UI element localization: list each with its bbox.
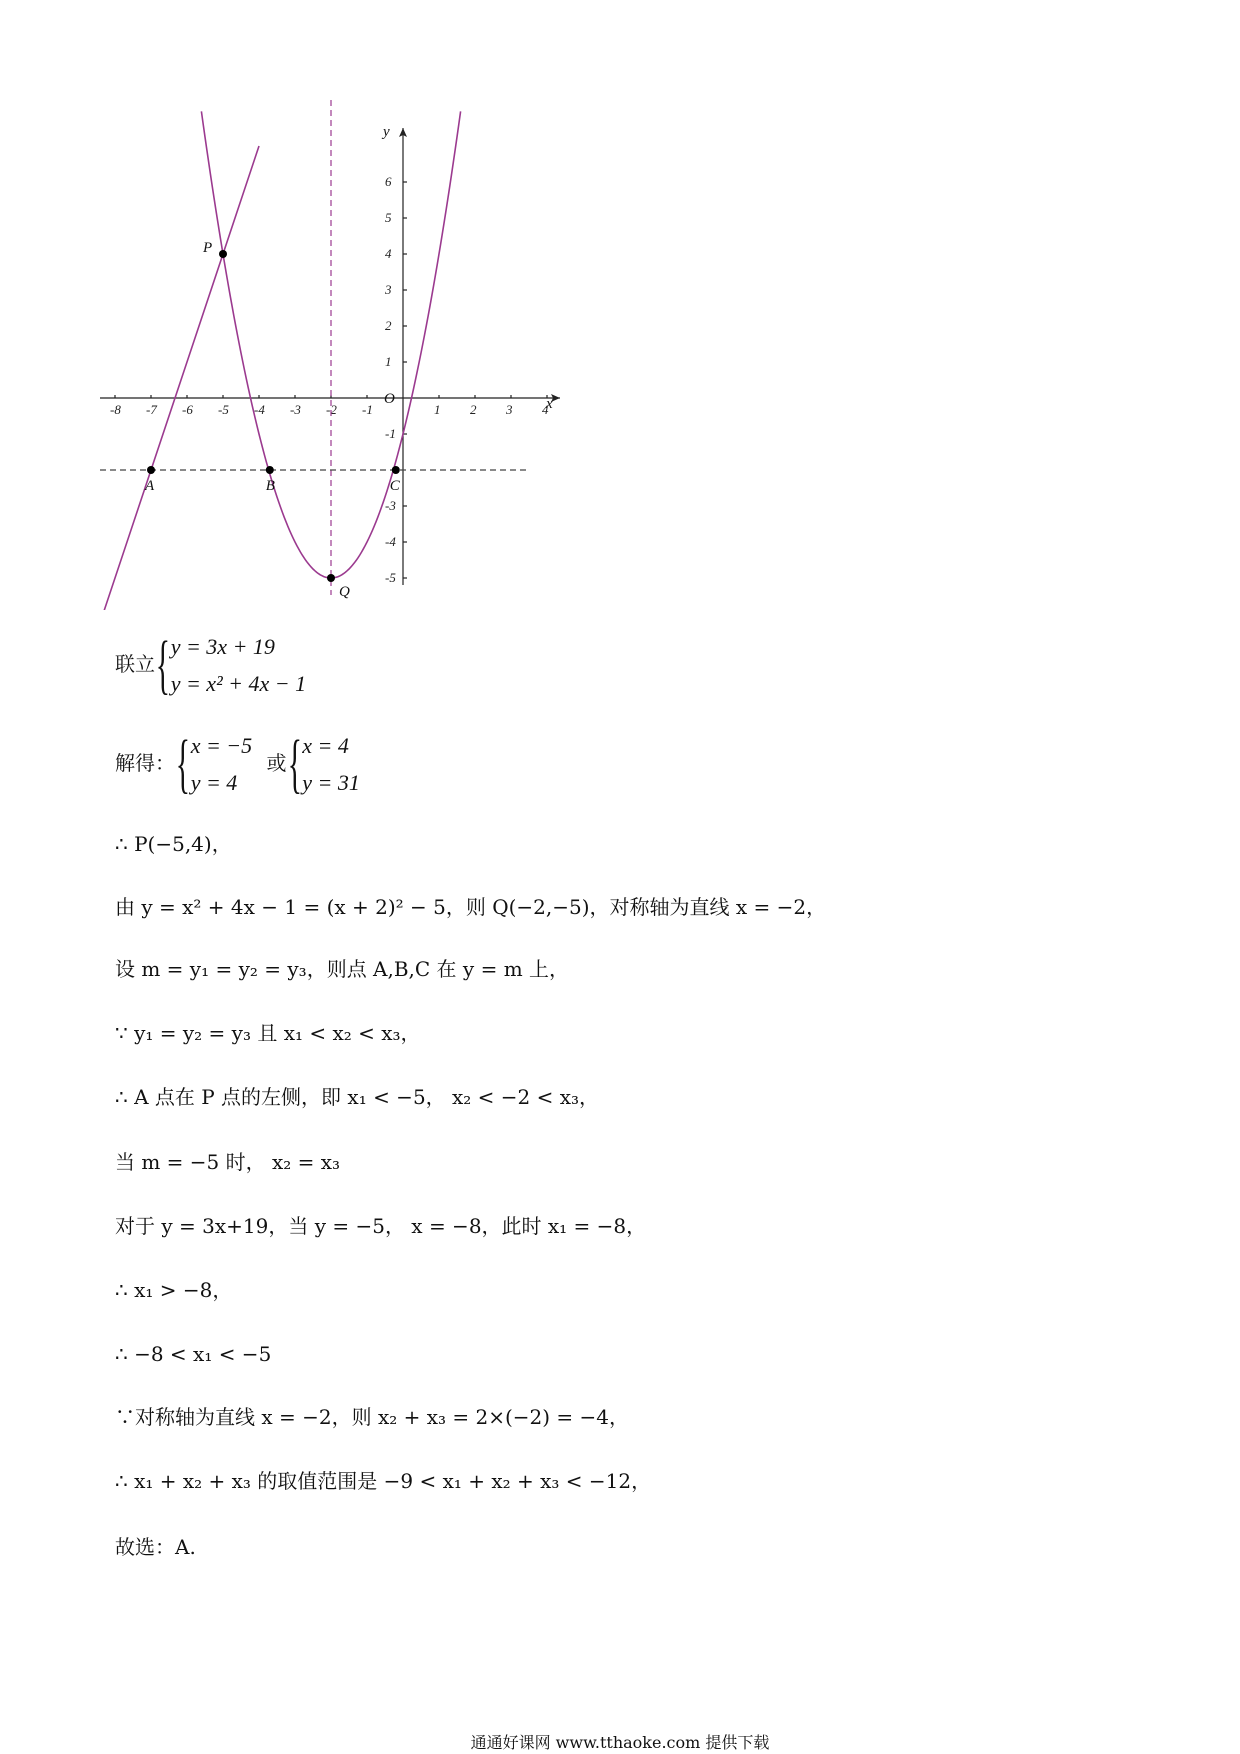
- text-line-9: 对于 y = 3x+19，当 y = −5， x = −8，此时 x₁ = −8，: [115, 1214, 647, 1238]
- x-tick-label: 3: [506, 402, 513, 417]
- text-line-4: 由 y = x² + 4x − 1 = (x + 2)² − 5，则 Q(−2,−5)，对称轴为直线 x = −2，: [115, 895, 827, 919]
- brace: {: [175, 727, 190, 801]
- y-tick-label: -4: [385, 534, 396, 549]
- origin-label: O: [384, 391, 395, 407]
- solution-2-y: y = 31: [302, 770, 360, 796]
- solution-1: [191, 727, 252, 802]
- system-line: [115, 628, 306, 703]
- text-line-8: 当 m = −5 时， x₂ = x₃: [115, 1150, 341, 1174]
- y-tick-label: -5: [385, 570, 396, 585]
- text-line-10: ∴ x₁ > −8，: [115, 1278, 233, 1302]
- solution-line: [115, 727, 360, 802]
- function-graph: [100, 100, 600, 610]
- y-tick-label: -1: [385, 426, 396, 441]
- point-q: [327, 574, 335, 582]
- point-p: [219, 250, 227, 258]
- y-tick-label: -3: [385, 498, 396, 513]
- axes: [100, 124, 560, 585]
- point-a: [147, 466, 155, 474]
- solution-2: [302, 727, 360, 802]
- x-tick-label: -2: [326, 402, 337, 417]
- line-prefix: 解得：: [115, 750, 175, 775]
- point-label-q: Q: [339, 584, 350, 600]
- equation-system: [171, 628, 306, 703]
- text-line-5: 设 m = y₁ = y₂ = y₃，则点 A,B,C 在 y = m 上，: [115, 957, 570, 981]
- or-text: 或: [266, 750, 287, 775]
- y-tick-label: 4: [385, 246, 392, 261]
- x-tick-label: -1: [362, 402, 373, 417]
- brace: {: [287, 727, 302, 801]
- straight-line: [101, 146, 259, 610]
- point-label-b: B: [265, 478, 275, 494]
- y-tick-label: 1: [385, 354, 392, 369]
- x-tick-label: -5: [218, 402, 229, 417]
- x-tick-label: 2: [470, 402, 477, 417]
- text-line-11: ∴ −8 < x₁ < −5: [115, 1342, 272, 1366]
- footer: 通通好课网 www.tthaoke.com 提供下载: [470, 1733, 770, 1752]
- text-line-3: ∴ P(−5,4)，: [115, 832, 232, 856]
- point-label-a: A: [145, 478, 155, 494]
- x-tick-label: -7: [146, 402, 157, 417]
- y-tick-label: 2: [385, 318, 392, 333]
- text-line-14: 故选：A.: [115, 1535, 196, 1559]
- y-tick-label: 5: [385, 210, 392, 225]
- brace: {: [155, 628, 170, 702]
- point-label-c: C: [389, 478, 400, 494]
- equation-1: y = 3x + 19: [170, 634, 275, 659]
- y-axis-label: y: [383, 124, 390, 140]
- solution-1-y: y = 4: [190, 770, 238, 796]
- x-tick-label: -4: [254, 402, 265, 417]
- x-tick-label: 4: [542, 402, 549, 417]
- x-tick-label: 1: [434, 402, 441, 417]
- point-c: [392, 466, 400, 474]
- curves: [100, 100, 530, 610]
- y-tick-label: 6: [385, 174, 392, 189]
- solution-2-x: x = 4: [302, 733, 349, 758]
- x-tick-label: -8: [110, 402, 121, 417]
- line-prefix: 联立: [115, 651, 155, 676]
- equation-2: y = x² + 4x − 1: [170, 671, 307, 697]
- point-b: [266, 466, 274, 474]
- x-tick-label: -3: [290, 402, 301, 417]
- point-label-p: P: [203, 240, 213, 256]
- y-tick-label: 3: [385, 282, 392, 297]
- x-tick-label: -6: [182, 402, 193, 417]
- text-line-7: ∴ A 点在 P 点的左侧，即 x₁ < −5， x₂ < −2 < x₃，: [115, 1085, 600, 1109]
- text-line-13: ∴ x₁ + x₂ + x₃ 的取值范围是 −9 < x₁ + x₂ + x₃ < −12，: [115, 1469, 652, 1493]
- x-axis-label: x: [546, 396, 553, 412]
- marks: [144, 240, 401, 600]
- solution-1-x: x = −5: [190, 733, 253, 758]
- text-line-12: ∵对称轴为直线 x = −2，则 x₂ + x₃ = 2×(−2) = −4，: [115, 1405, 630, 1429]
- text-line-6: ∵ y₁ = y₂ = y₃ 且 x₁ < x₂ < x₃，: [115, 1021, 421, 1045]
